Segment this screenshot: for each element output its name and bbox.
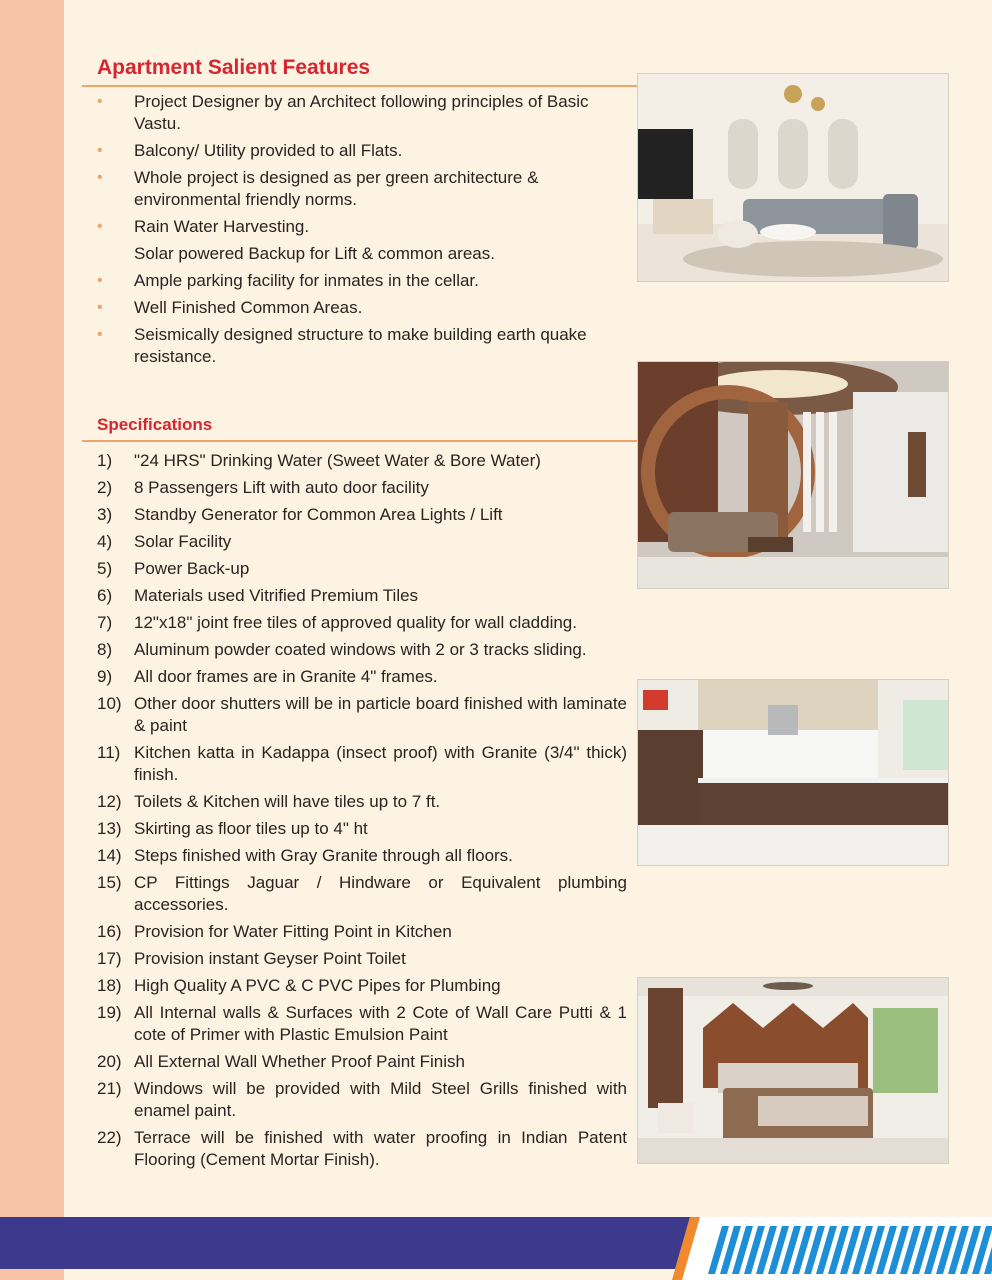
bullet-icon: • — [97, 326, 103, 343]
specification-number: 14) — [97, 846, 122, 865]
specification-item — [97, 948, 627, 970]
feature-item — [97, 324, 627, 368]
feature-text: Ample parking facility for inmates in the cellar. — [134, 271, 479, 290]
feature-item — [97, 140, 627, 162]
specification-item — [97, 558, 627, 580]
specification-item — [97, 1078, 627, 1122]
feature-item — [97, 91, 627, 135]
bullet-icon: • — [97, 169, 103, 186]
specification-number: 10) — [97, 694, 122, 713]
specification-text: All External Wall Whether Proof Paint Finish — [134, 1052, 465, 1071]
specification-text: All Internal walls & Surfaces with 2 Cote of Wall Care Putti & 1 cote of Primer with Plastic Emulsion Paint — [134, 1003, 627, 1044]
specifications-divider — [82, 440, 638, 442]
specification-text: Provision for Water Fitting Point in Kitchen — [134, 922, 452, 941]
specification-number: 3) — [97, 505, 113, 524]
specification-text: Steps finished with Gray Granite through all floors. — [134, 846, 513, 865]
specification-item — [97, 1002, 627, 1046]
specification-text: All door frames are in Granite 4" frames. — [134, 667, 438, 686]
specification-text: CP Fittings Jaguar / Hindware or Equivalent plumbing accessories. — [134, 873, 627, 914]
specification-item — [97, 666, 627, 688]
feature-item — [97, 167, 627, 211]
specification-number: 20) — [97, 1052, 122, 1071]
specification-text: High Quality A PVC & C PVC Pipes for Plumbing — [134, 976, 501, 995]
specification-item — [97, 791, 627, 813]
specification-item — [97, 693, 627, 737]
feature-item — [97, 216, 627, 238]
specification-number: 4) — [97, 532, 113, 551]
specification-number: 1) — [97, 451, 113, 470]
specification-item — [97, 845, 627, 867]
bullet-icon: • — [97, 93, 103, 110]
specification-text: Solar Facility — [134, 532, 232, 551]
feature-text: Balcony/ Utility provided to all Flats. — [134, 141, 403, 160]
specification-text: 8 Passengers Lift with auto door facility — [134, 478, 429, 497]
features-list — [97, 91, 627, 373]
specification-text: Kitchen katta in Kadappa (insect proof) with Granite (3/4" thick) finish. — [134, 743, 627, 784]
specification-text: Terrace will be finished with water proofing in Indian Patent Flooring (Cement Mortar Finish). — [134, 1128, 627, 1169]
specification-number: 11) — [97, 743, 121, 762]
specification-number: 6) — [97, 586, 113, 605]
specification-text: Materials used Vitrified Premium Tiles — [134, 586, 419, 605]
specification-item — [97, 742, 627, 786]
specification-item — [97, 504, 627, 526]
specification-text: Power Back-up — [134, 559, 250, 578]
feature-text: Seismically designed structure to make building earth quake resistance. — [134, 325, 587, 366]
feature-text: Whole project is designed as per green architecture & environmental friendly norms. — [134, 168, 539, 209]
specification-item — [97, 531, 627, 553]
lounge-photo — [637, 361, 949, 589]
specification-number: 21) — [97, 1079, 122, 1098]
specification-number: 22) — [97, 1128, 122, 1147]
feature-text: Project Designer by an Architect following principles of Basic Vastu. — [134, 92, 589, 133]
specification-number: 18) — [97, 976, 122, 995]
footer-banner — [0, 1212, 992, 1280]
living-room-photo — [637, 73, 949, 282]
specification-text: Other door shutters will be in particle board finished with laminate & paint — [134, 694, 627, 735]
specification-number: 19) — [97, 1003, 122, 1022]
features-divider — [82, 85, 638, 87]
specification-item — [97, 585, 627, 607]
feature-text: Well Finished Common Areas. — [134, 298, 363, 317]
specification-item — [97, 818, 627, 840]
specification-item — [97, 1051, 627, 1073]
specification-number: 8) — [97, 640, 113, 659]
feature-text: Solar powered Backup for Lift & common areas. — [134, 244, 495, 263]
specification-text: Toilets & Kitchen will have tiles up to 7 ft. — [134, 792, 441, 811]
specification-text: Standby Generator for Common Area Lights / Lift — [134, 505, 503, 524]
specification-number: 17) — [97, 949, 122, 968]
specification-number: 12) — [97, 792, 122, 811]
specification-text: Provision instant Geyser Point Toilet — [134, 949, 406, 968]
feature-item — [97, 243, 627, 265]
specification-item — [97, 612, 627, 634]
specification-text: 12"x18" joint free tiles of approved quality for wall cladding. — [134, 613, 577, 632]
specification-number: 13) — [97, 819, 122, 838]
specification-item — [97, 1127, 627, 1171]
specification-text: Skirting as floor tiles up to 4" ht — [134, 819, 368, 838]
kitchen-photo — [637, 679, 949, 866]
bedroom-photo — [637, 977, 949, 1164]
specification-number: 5) — [97, 559, 113, 578]
specification-text: Windows will be provided with Mild Steel Grills finished with enamel paint. — [134, 1079, 627, 1120]
bullet-icon: • — [97, 218, 103, 235]
bullet-icon: • — [97, 142, 103, 159]
specification-number: 15) — [97, 873, 122, 892]
bullet-icon: • — [97, 299, 103, 316]
specification-text: "24 HRS" Drinking Water (Sweet Water & Bore Water) — [134, 451, 541, 470]
features-title: Apartment Salient Features — [97, 56, 371, 79]
specifications-title: Specifications — [97, 415, 213, 434]
bullet-icon: • — [97, 272, 103, 289]
specification-item — [97, 450, 627, 472]
specification-item — [97, 872, 627, 916]
specification-number: 16) — [97, 922, 122, 941]
specification-item — [97, 477, 627, 499]
specification-number: 7) — [97, 613, 113, 632]
specification-item — [97, 921, 627, 943]
feature-item — [97, 297, 627, 319]
specification-number: 2) — [97, 478, 113, 497]
feature-text: Rain Water Harvesting. — [134, 217, 310, 236]
left-accent-band — [0, 0, 64, 1280]
specification-item — [97, 639, 627, 661]
specification-text: Aluminum powder coated windows with 2 or 3 tracks sliding. — [134, 640, 587, 659]
specification-number: 9) — [97, 667, 113, 686]
feature-item — [97, 270, 627, 292]
specification-item — [97, 975, 627, 997]
specifications-list — [97, 450, 627, 1176]
